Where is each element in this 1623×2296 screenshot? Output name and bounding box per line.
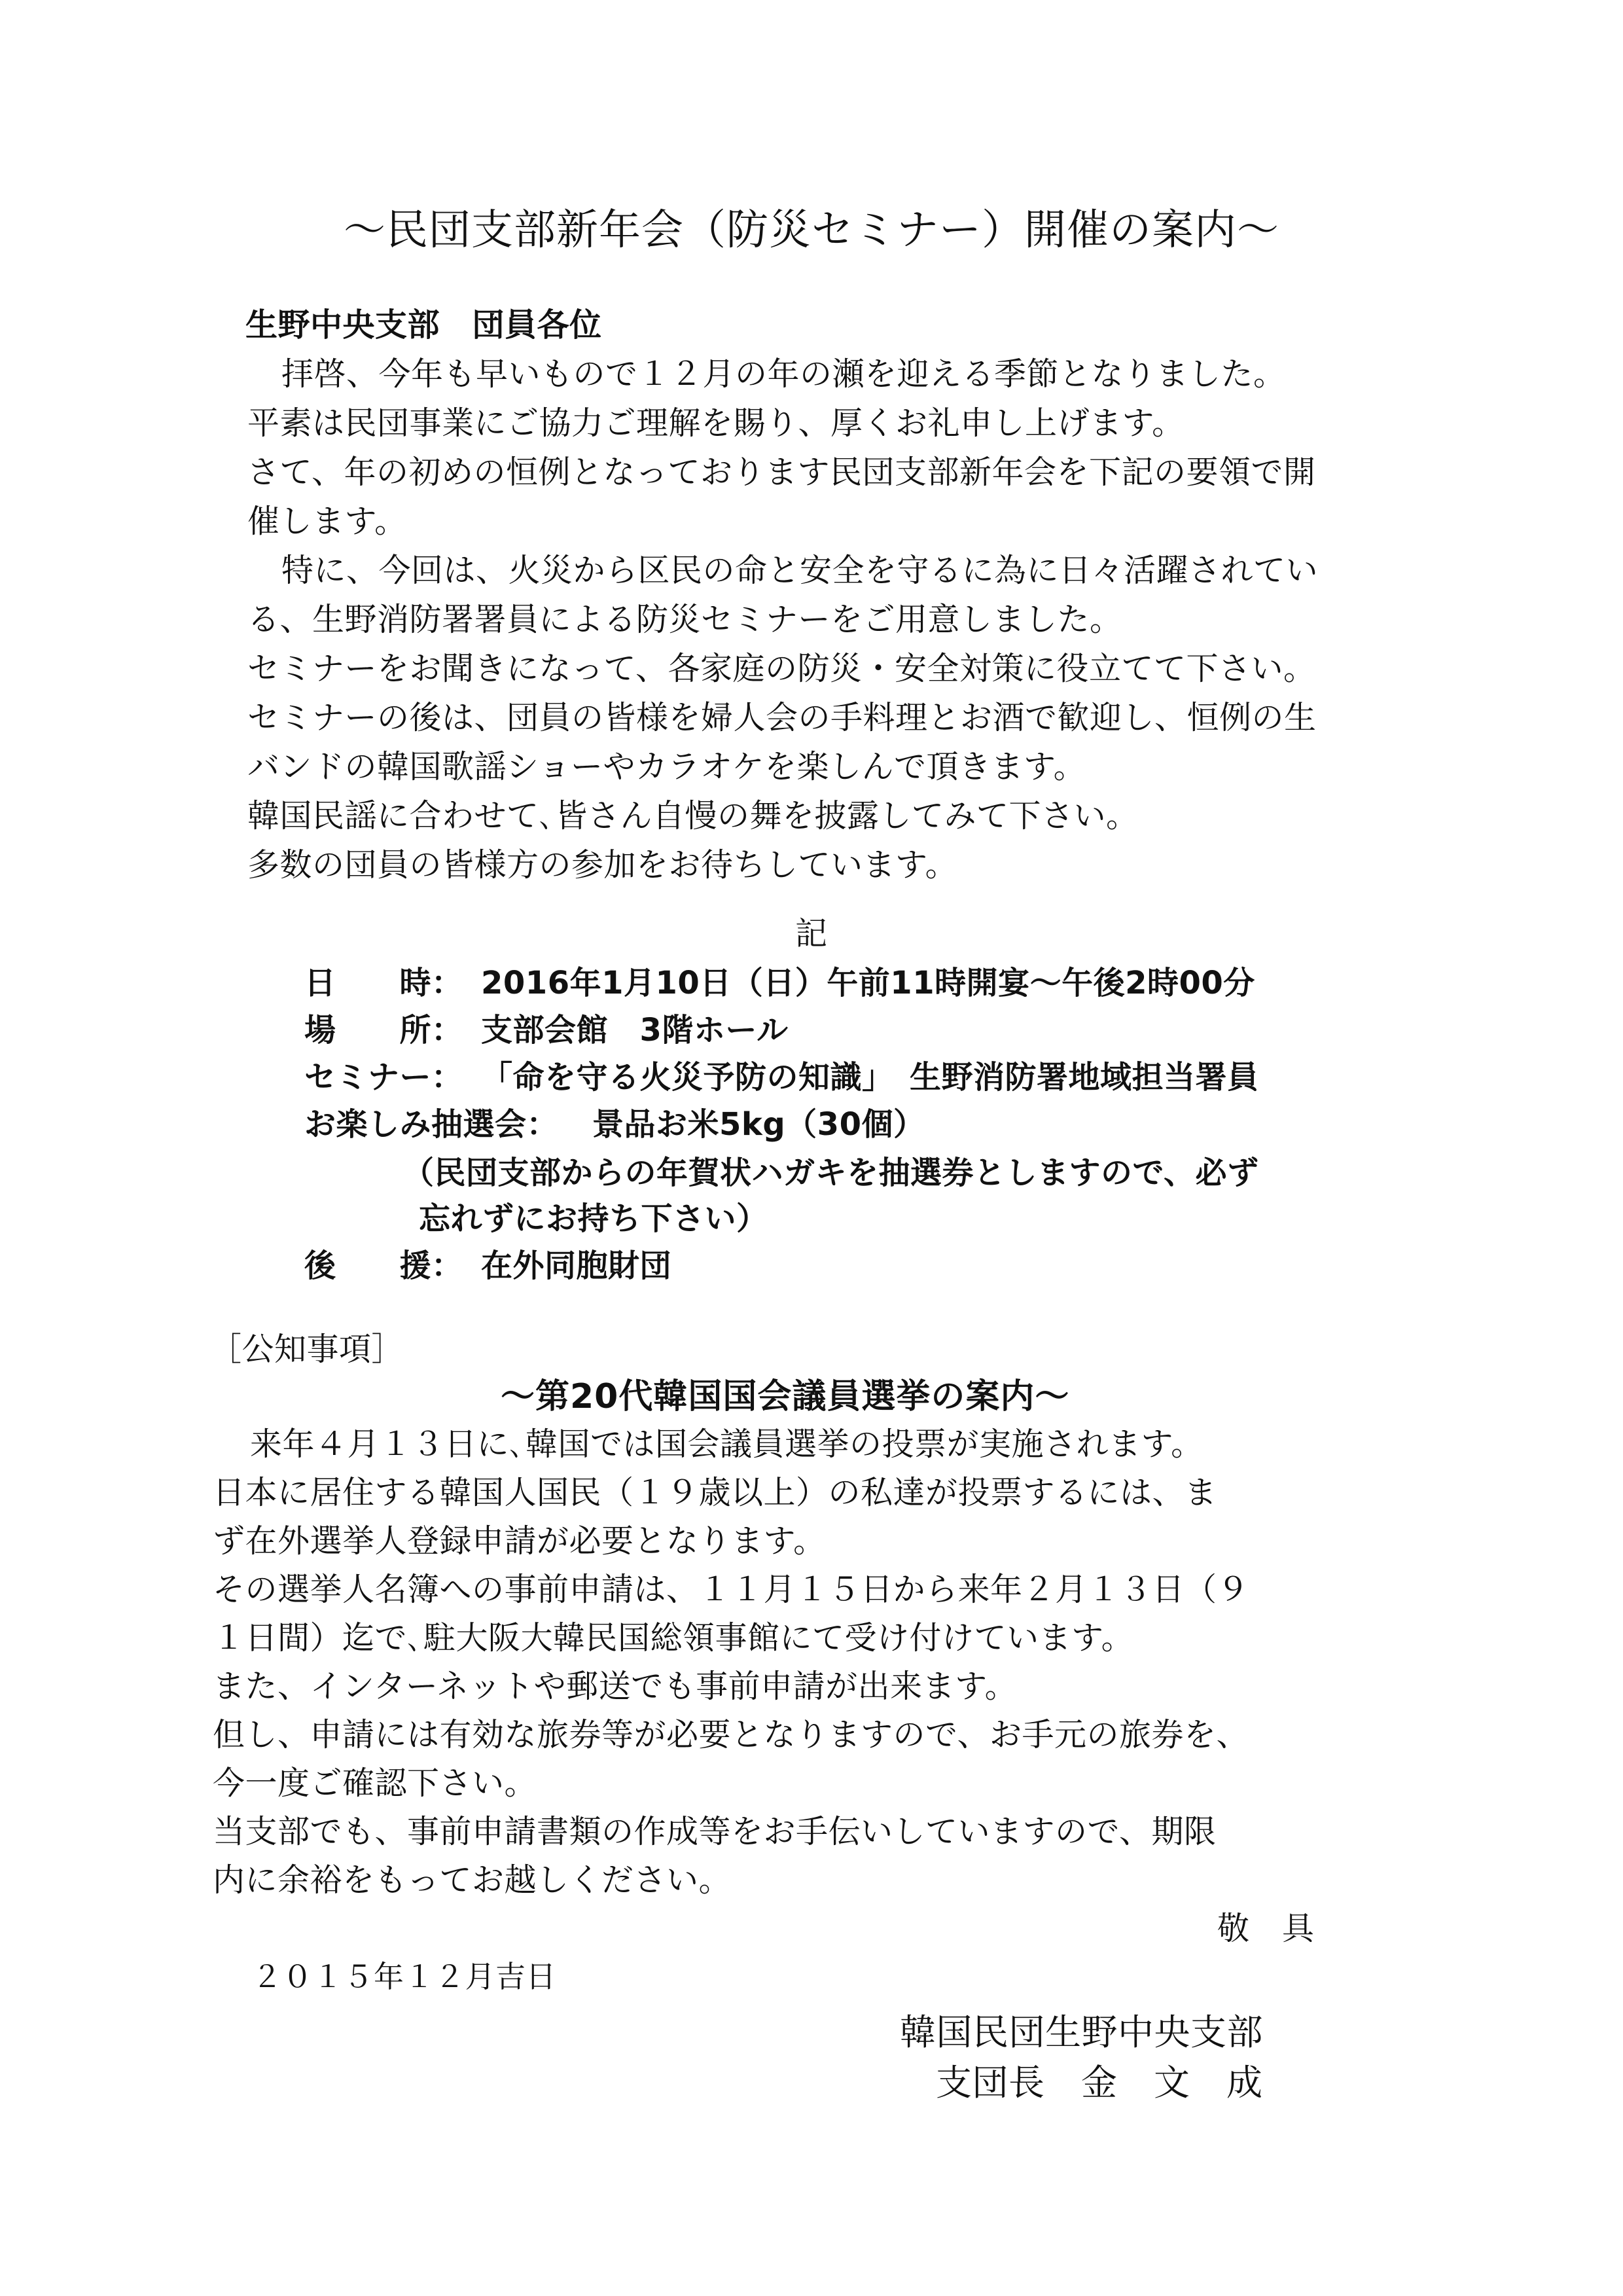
notice-line: 当支部でも、事前申請書類の作成等をお手伝いしていますので、期限 bbox=[213, 1813, 1217, 1850]
notice-line: ず在外選挙人登録申請が必要となります。 bbox=[213, 1522, 826, 1560]
body-line: セミナーをお聞きになって、各家庭の防災・安全対策に役立てて下さい。 bbox=[247, 650, 1316, 687]
body-line: 催します。 bbox=[247, 503, 407, 540]
body-line: 多数の団員の皆様方の参加をお待ちしています。 bbox=[247, 846, 958, 884]
notice-line: １日間）迄で､駐大阪大韓民国総領事館にて受け付けています。 bbox=[213, 1619, 1134, 1657]
notice-line: 今一度ご確認下さい。 bbox=[213, 1765, 537, 1802]
detail-label: 場 所： bbox=[304, 1012, 463, 1049]
detail-value: 支部会館 3階ホール bbox=[481, 1012, 789, 1049]
detail-value: 景品お米5kg（30個） bbox=[592, 1106, 925, 1143]
notice-title: 〜第20代韓国国会議員選挙の案内〜 bbox=[501, 1377, 1070, 1416]
body-line: 平素は民団事業にご協力ご理解を賜り、厚くお礼申し上げます。 bbox=[247, 404, 1185, 442]
detail-label: 後 援： bbox=[304, 1247, 463, 1284]
detail-value: 在外同胞財団 bbox=[481, 1247, 672, 1284]
body-line: 拝啓、今年も早いもので１２月の年の瀬を迎える季節となりました。 bbox=[281, 355, 1286, 393]
detail-value: 2016年1月10日（日）午前11時開宴〜午後2時00分 bbox=[481, 965, 1255, 1001]
notice-label: ［公知事項］ bbox=[209, 1331, 404, 1368]
notice-line: 日本に居住する韓国人国民（１９歳以上）の私達が投票するには、ま bbox=[213, 1474, 1217, 1511]
notice-line: その選挙人名簿への事前申請は、１１月１５日から来年２月１３日（９ bbox=[213, 1571, 1250, 1608]
lottery-note: 忘れずにお持ち下さい） bbox=[419, 1200, 768, 1237]
ki-heading: 記 bbox=[795, 915, 828, 952]
notice-line: 内に余裕をもってお越しください。 bbox=[213, 1861, 732, 1899]
salutation: 生野中央支部 団員各位 bbox=[245, 306, 602, 344]
body-line: る、生野消防署署員による防災セミナーをご用意しました。 bbox=[247, 601, 1122, 638]
notice-line: 来年４月１３日に､韓国では国会議員選挙の投票が実施されます。 bbox=[250, 1426, 1204, 1463]
lottery-note: （民団支部からの年賀状ハガキを抽選券としますので、必ず bbox=[402, 1155, 1259, 1191]
detail-label: 日 時： bbox=[304, 965, 463, 1001]
closing: 敬 具 bbox=[1217, 1910, 1315, 1947]
document-title: 〜民団支部新年会（防災セミナー）開催の案内〜 bbox=[344, 206, 1279, 255]
body-line: 韓国民謡に合わせて､皆さん自慢の舞を披露してみて下さい。 bbox=[247, 797, 1139, 834]
detail-label: セミナー： bbox=[304, 1059, 463, 1096]
sender-name: 支団長 金 文 成 bbox=[936, 2062, 1263, 2104]
detail-value: 「命を守る火災予防の知識」 生野消防署地域担当署員 bbox=[481, 1059, 1259, 1096]
sender-organization: 韓国民団生野中央支部 bbox=[900, 2011, 1264, 2053]
detail-label: お楽しみ抽選会： bbox=[304, 1106, 559, 1143]
body-line: さて、年の初めの恒例となっております民団支部新年会を下記の要領で開 bbox=[247, 454, 1316, 491]
body-line: バンドの韓国歌謡ショーやカラオケを楽しんで頂きます。 bbox=[247, 748, 1086, 785]
notice-line: また、インターネットや郵送でも事前申請が出来ます。 bbox=[213, 1668, 1018, 1705]
body-line: セミナーの後は、団員の皆様を婦人会の手料理とお酒で歓迎し、恒例の生 bbox=[247, 699, 1317, 736]
body-line: 特に、今回は、火災から区民の命と安全を守るに為に日々活躍されてい bbox=[281, 552, 1319, 589]
document-date: ２０１５年１２月吉日 bbox=[252, 1959, 556, 1994]
notice-line: 但し、申請には有効な旅券等が必要となりますので、お手元の旅券を、 bbox=[213, 1716, 1249, 1753]
